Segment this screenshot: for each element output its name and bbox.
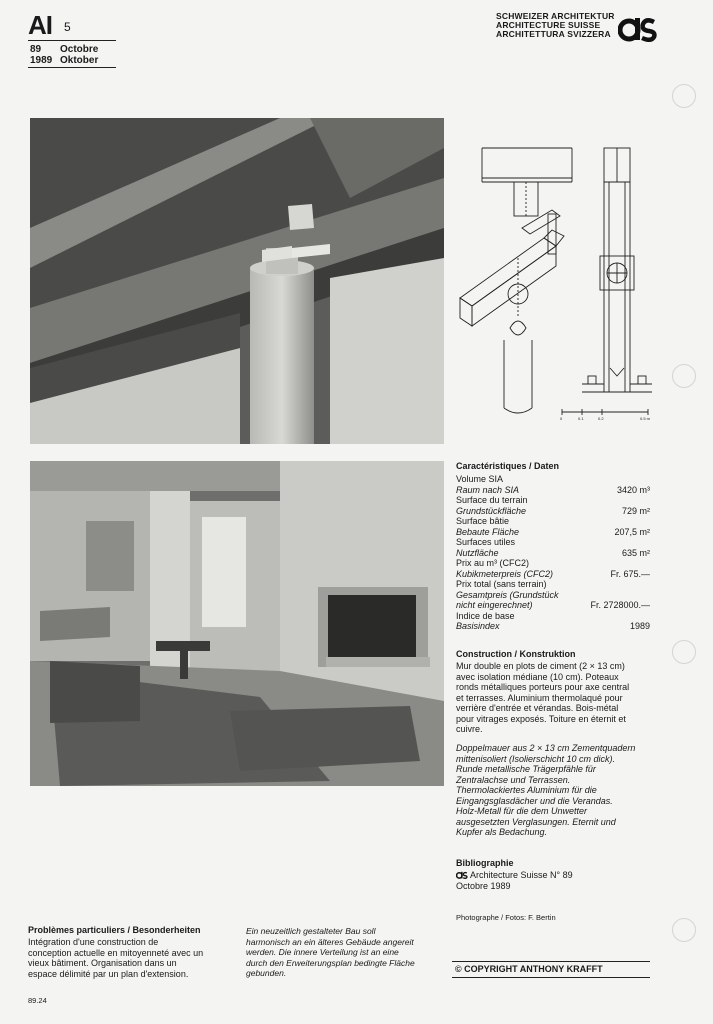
- punch-hole: [672, 84, 696, 108]
- construction-text-fr: Mur double en plots de ciment (2 × 13 cm) avec isolation médiane (10 cm). Poteaux ronds métalliques porteurs pour axe central et terrasses. Aluminium thermolaqué pour verrière d'entrée et vérandas. Bois-métal pour vitrages exposés. Toiture en éternit et cuivre.: [456, 661, 630, 734]
- problems-text-de: Ein neuzeitlich gestalteter Bau soll harmonisch an ein älteres Gebäude angereit werden. Die innere Verteilung ist an eine durch den Erweiterungsplan bedingte Fläche gebunden.: [246, 926, 415, 978]
- living-room-photo: [30, 461, 444, 786]
- bibliography-line-1: Architecture Suisse N° 89: [456, 870, 573, 881]
- copyright-rule-top: [452, 961, 650, 962]
- series-number: 5: [64, 20, 71, 34]
- scale-label-2: 0.2: [598, 416, 604, 421]
- data-row: nicht eingerechnet) Fr. 2728000.—: [456, 600, 650, 610]
- column-detail-drawing: [452, 118, 682, 428]
- data-row: Prix au m³ (CFC2): [456, 558, 530, 568]
- punch-hole: [672, 640, 696, 664]
- data-row: Indice de base: [456, 610, 515, 621]
- series-mark: AI: [28, 10, 52, 40]
- column-detail-photo: [30, 118, 444, 444]
- issue-line-2: [30, 55, 98, 66]
- issue-month-fr: Octobre: [60, 44, 99, 55]
- issue-year: 1989: [30, 55, 53, 66]
- data-row: Nutzfläche 635 m²: [456, 547, 650, 558]
- as-logo-icon: [618, 12, 658, 42]
- scale-label-0: 0: [560, 416, 563, 421]
- header-rule-bottom: [28, 67, 116, 68]
- data-row: Basisindex 1989: [456, 621, 650, 631]
- copyright: © COPYRIGHT ANTHONY KRAFFT: [455, 964, 603, 974]
- publisher-line-de: SCHWEIZER ARCHITEKTUR: [496, 11, 615, 21]
- construction-title: Construction / Konstruktion: [456, 649, 576, 659]
- scale-label-1: 0.1: [578, 416, 584, 421]
- photo-credit: Photographe / Fotos: F. Bertin: [456, 913, 556, 922]
- column-detail-photo-icon: [30, 118, 444, 444]
- data-row: Gesamtpreis (Grundstück: [456, 589, 559, 600]
- problems-text-fr: Intégration d'une construction de conception actuelle en mitoyenneté avec un vieux bâtiment. Organisation dans un espace délimité par un plan d'extension.: [28, 937, 204, 979]
- punch-hole: [672, 918, 696, 942]
- page-number: 89.24: [28, 996, 47, 1005]
- data-row: Surface bâtie: [456, 516, 510, 526]
- data-section-title: Caractéristiques / Daten: [456, 461, 560, 471]
- data-row: Prix total (sans terrain): [456, 579, 547, 589]
- data-row: Surface du terrain: [456, 495, 528, 505]
- publisher-line-it: ARCHITETTURA SVIZZERA: [496, 29, 611, 39]
- issue-line-1: [30, 44, 98, 55]
- data-row: Grundstückfläche 729 m²: [456, 505, 650, 516]
- header-rule: [28, 40, 116, 41]
- living-room-fireplace-photo-icon: [30, 461, 444, 786]
- data-row: Kubikmeterpreis (CFC2) Fr. 675.—: [456, 568, 650, 579]
- copyright-rule-bottom: [452, 977, 650, 978]
- data-row: Raum nach SIA 3420 m³: [456, 484, 650, 495]
- data-row: Volume SIA: [456, 474, 504, 484]
- bibliography-title: Bibliographie: [456, 858, 514, 868]
- as-logo-small-icon: [456, 870, 468, 879]
- scale-label-3: 0.5 m: [640, 416, 651, 421]
- publisher-line-fr: ARCHITECTURE SUISSE: [496, 20, 601, 30]
- issue-number: 89: [30, 44, 42, 55]
- data-row: Surfaces utiles: [456, 537, 516, 547]
- data-row: Bebaute Fläche 207,5 m²: [456, 526, 650, 537]
- construction-text-de: Doppelmauer aus 2 × 13 cm Zementquadern mittenisoliert (Isolierschicht 10 cm dick). Runde metallische Trägerpfähle für Zentralachse und Terrassen. Thermolackiertes Aluminium für die Eingangsglasdächer und die Verandas. Holz-Metall für die dem Unwetter ausgesetzten Verglasungen. Eternit und Kupfer als Bedachung.: [456, 743, 636, 837]
- publisher-name: [496, 12, 615, 39]
- issue-month-de: Oktober: [60, 55, 99, 66]
- bibliography-line-2: Octobre 1989: [456, 881, 511, 891]
- problems-title: Problèmes particuliers / Besonderheiten: [28, 925, 201, 935]
